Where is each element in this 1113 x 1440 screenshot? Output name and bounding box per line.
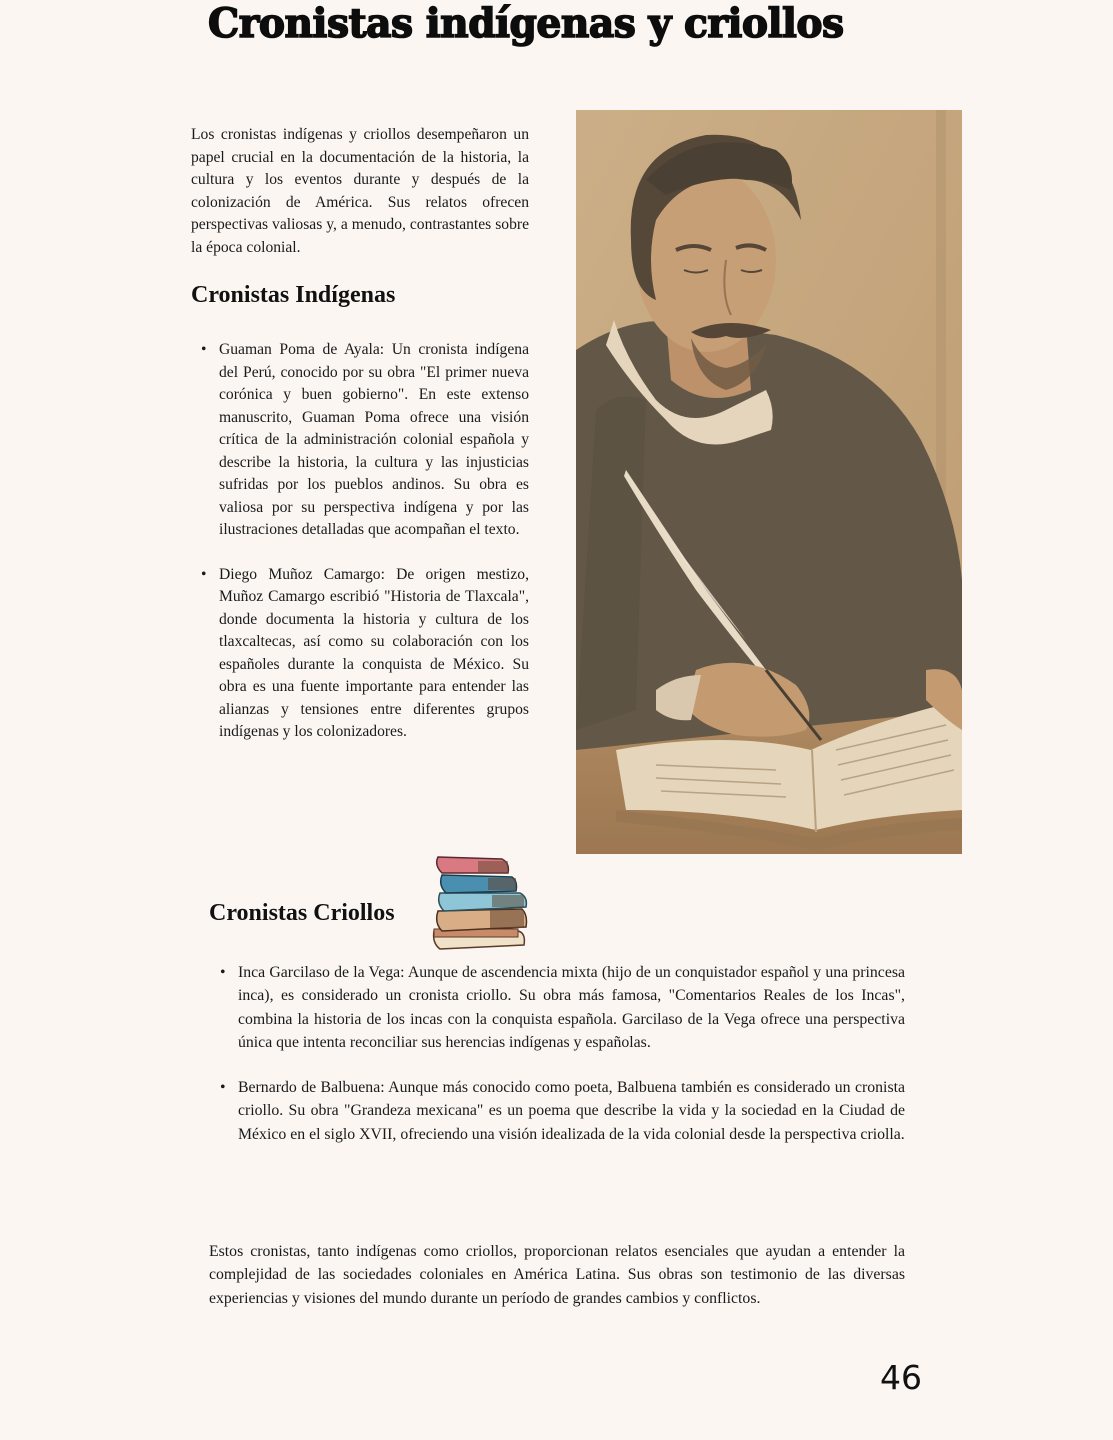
portrait-image — [576, 110, 962, 854]
list-item — [191, 339, 529, 542]
bullet: • — [220, 964, 226, 981]
list-item — [191, 564, 529, 744]
closing-paragraph: Estos cronistas, tanto indígenas como criollos, proporcionan relatos esenciales que ayudan a entender la complejidad de las sociedades coloniales en América Latina. Sus obras son testimonio de las diversas experiencias y visiones del mundo durante un período de grandes cambios y conflictos. — [209, 1243, 905, 1307]
heading-cronistas-indigenas: Cronistas Indígenas — [191, 282, 396, 308]
intro-paragraph: Los cronistas indígenas y criollos desempeñaron un papel crucial en la documentación de la historia, la cultura y los eventos durante y después de la colonización de América. Sus relatos ofrecen perspectivas valiosas y, a menudo, contrastantes sobre la época colonial. — [191, 126, 529, 256]
page-title: Cronistas indígenas y criollos — [208, 0, 844, 47]
list-item-text: Guaman Poma de Ayala: Un cronista indígena del Perú, conocido por su obra "El primer nueva corónica y buen gobierno". En este extenso manuscrito, Guaman Poma ofrece una visión crítica de la administración colonial española y describe la historia, la cultura y las injusticias sufridas por los pueblos andinos. Su obra es valiosa por su perspectiva indígena y por las ilustraciones detalladas que acompañan el texto. — [219, 341, 529, 538]
list-item-text: Diego Muñoz Camargo: De origen mestizo, Muñoz Camargo escribió "Historia de Tlaxcala", donde documenta la historia y cultura de los tlaxcaltecas, así como su colaboración con los españoles durante la conquista de México. Su obra es una fuente importante para entender las alianzas y tensiones entre diferentes grupos indígenas y los colonizadores. — [219, 565, 529, 740]
list-item — [210, 1076, 905, 1146]
indigenas-list — [191, 339, 529, 744]
criollos-list — [210, 961, 905, 1146]
bullet: • — [201, 565, 207, 583]
list-item-text: Bernardo de Balbuena: Aunque más conocido como poeta, Balbuena también es considerado un cronista criollo. Su obra "Grandeza mexicana" es un poema que describe la vida y la sociedad en la Ciudad de México en el siglo XVII, ofreciendo una visión idealizada de la vida colonial desde la perspectiva criolla. — [238, 1079, 905, 1143]
books-stack-image — [430, 853, 530, 953]
list-item — [210, 961, 905, 1054]
bullet: • — [220, 1079, 226, 1097]
heading-cronistas-criollos: Cronistas Criollos — [209, 900, 395, 926]
page-number: 46 — [880, 1358, 922, 1397]
bullet: • — [201, 341, 207, 358]
list-item-text: Inca Garcilaso de la Vega: Aunque de ascendencia mixta (hijo de un conquistador español y una princesa inca), es considerado un cronista criollo. Su obra más famosa, "Comentarios Reales de los Incas", combina la historia de los incas con la conquista española. Garcilaso de la Vega ofrece una perspectiva única que intenta reconciliar sus herencias indígenas y españolas. — [238, 964, 905, 1051]
